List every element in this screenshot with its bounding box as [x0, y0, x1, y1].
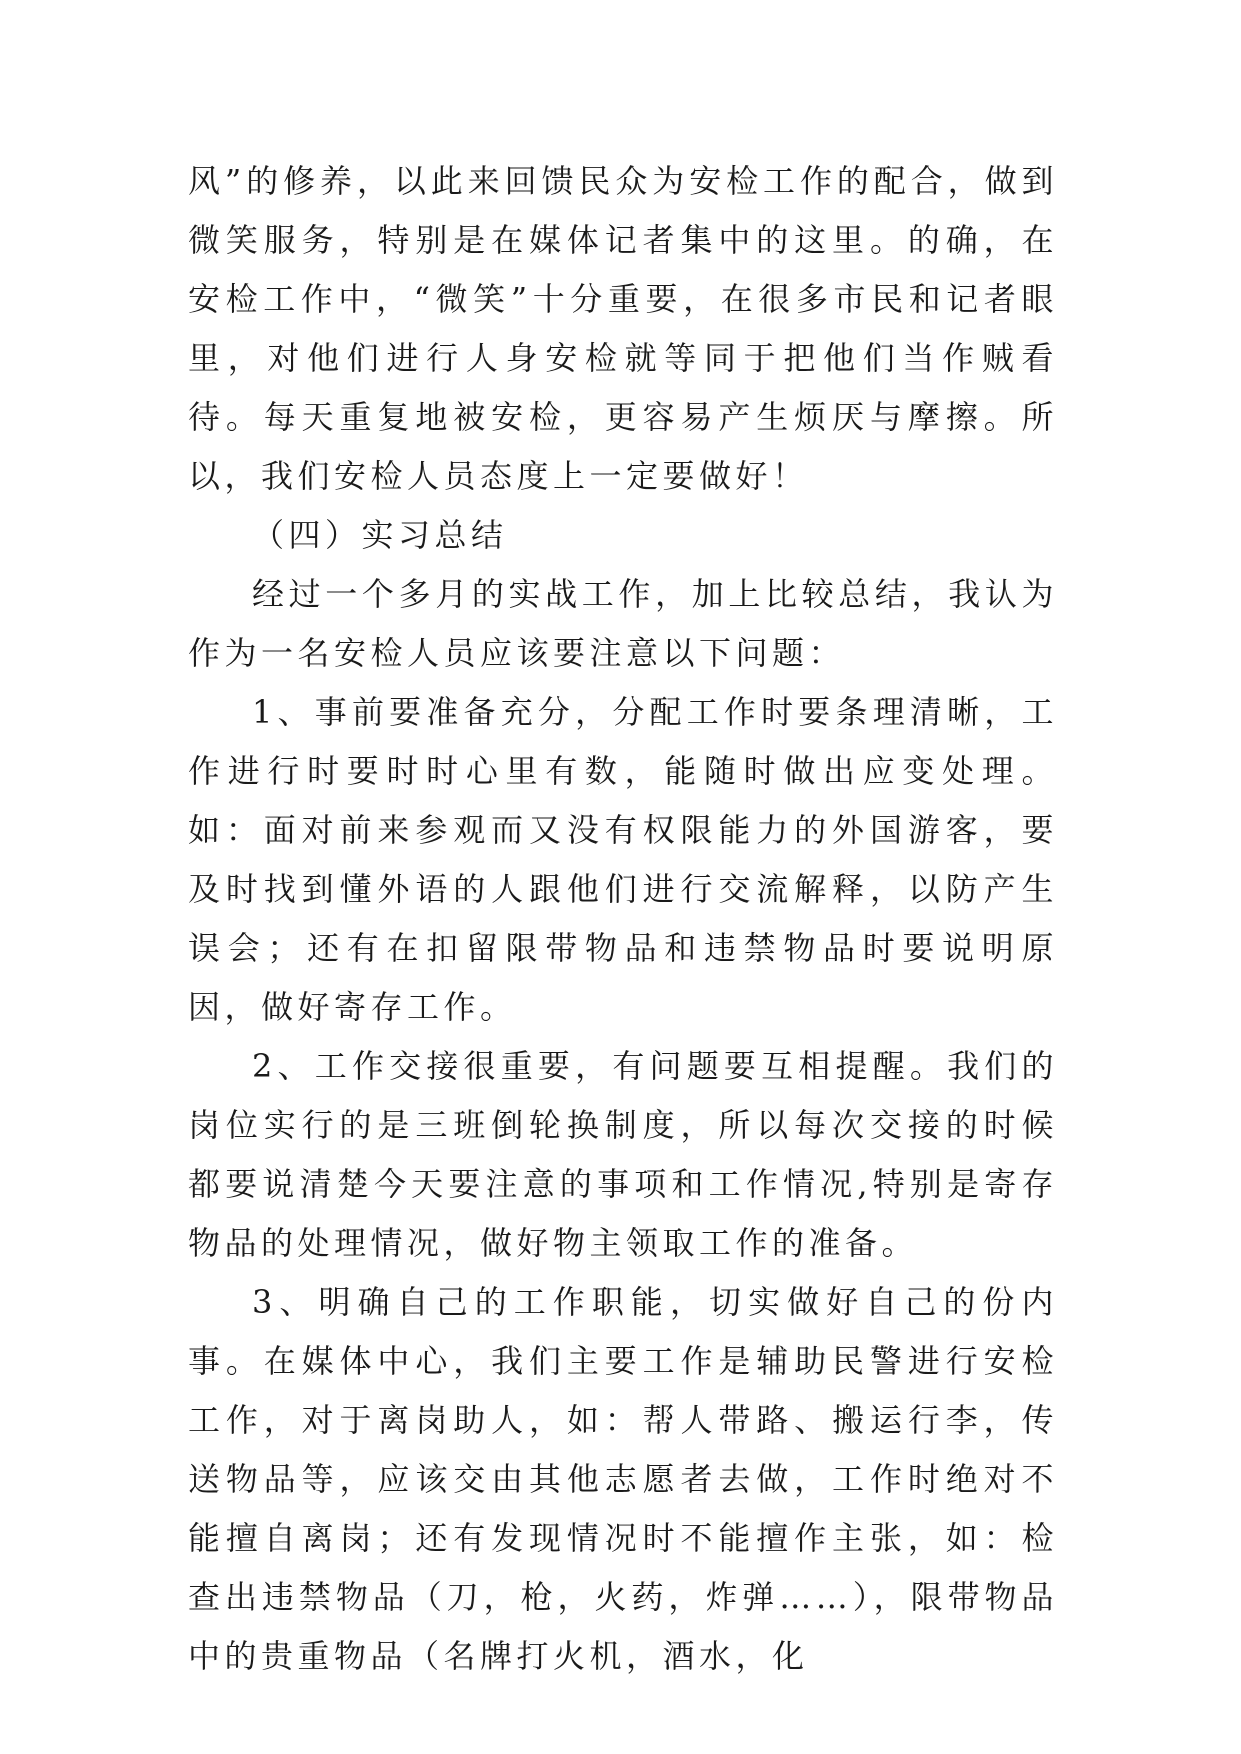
paragraph-item-2: 2、工作交接很重要，有问题要互相提醒。我们的岗位实行的是三班倒轮换制度，所以每次交接的时候都要说清楚今天要注意的事项和工作情况,特别是寄存物品的处理情况，做好物主领取工作的准备。 [188, 1047, 1058, 1262]
paragraph-item-3: 3、明确自己的工作职能，切实做好自己的份内事。在媒体中心，我们主要工作是辅助民警进行安检工作，对于离岗助人，如：帮人带路、搬运行李，传送物品等，应该交由其他志愿者去做，工作时绝对不能擅自离岗；还有发现情况时不能擅作主张，如：检查出违禁物品（刀，枪，火药，炸弹……），限带物品中的贵重物品（名牌打火机，酒水，化 [188, 1283, 1058, 1675]
paragraph-intro: 经过一个多月的实战工作，加上比较总结，我认为作为一名安检人员应该要注意以下问题： [188, 575, 1058, 672]
document-body [188, 152, 1058, 1686]
paragraph-continuation: 风”的修养，以此来回馈民众为安检工作的配合，做到微笑服务，特别是在媒体记者集中的这里。的确，在安检工作中，“微笑”十分重要，在很多市民和记者眼里，对他们进行人身安检就等同于把他们当作贼看待。每天重复地被安检，更容易产生烦厌与摩擦。所以，我们安检人员态度上一定要做好！ [188, 162, 1058, 495]
paragraph-item-1: 1、事前要准备充分，分配工作时要条理清晰，工作进行时要时时心里有数，能随时做出应变处理。如：面对前来参观而又没有权限能力的外国游客，要及时找到懂外语的人跟他们进行交流解释，以防产生误会；还有在扣留限带物品和违禁物品时要说明原因，做好寄存工作。 [188, 693, 1058, 1026]
section-heading: （四）实习总结 [252, 516, 508, 554]
